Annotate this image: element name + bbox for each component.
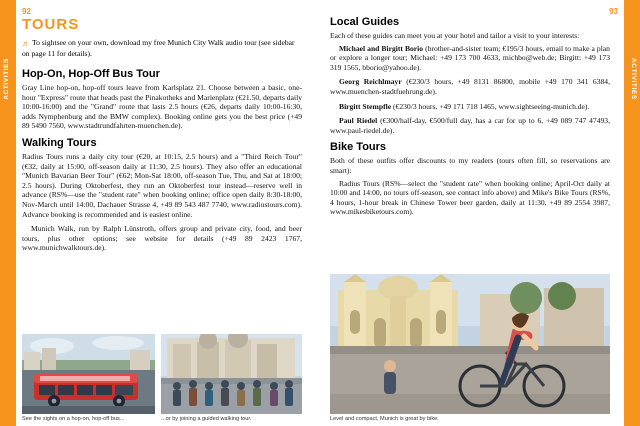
guide-details-borio: (brother-and-sister team; €195/3 hours, email to make a plan or explore a longer tour; Michael: +49 173 700 4633, michbo@web.de; Birgitt: +49 173 319 1565, bborio@yahoo.de).: [330, 43, 610, 72]
heading-local-guides: Local Guides: [330, 16, 400, 28]
heading-bike-tours: Bike Tours: [330, 141, 387, 154]
guide-name-borio: Michael and Birgitt Borio: [339, 43, 424, 53]
guide-name-reichlmayr: Georg Reichlmayr: [339, 77, 402, 87]
guide-name-riedel: Paul Riedel: [339, 116, 378, 126]
guide-entry-reichlmayr: [330, 77, 610, 96]
paragraph-bike-operators: [330, 179, 610, 217]
paragraph-gray-line: Gray Line hop-on, hop-off tours leave from Karlsplatz 21. Choose between a basic, one-hour "Express" route that heads past the Pinakotheks and Marienplatz (€21.50, departs daily 10:00-16:00) and the "Grand" route that lasts 2.5 hours (€26, departs daily 10:00-16:30, adds Nymphenburg and the BMW complex). Booking online gets you the best price (+49 89 5490 7560, www.stadtrundfahrten-muenchen.de).: [22, 83, 302, 131]
paragraph-munich-walk: Munich Walk, run by Ralph Lünstroth, offers group and private city, food, and beer tours, plus other options; see website for details (+49 89 2423 1767, www.munichwalktours.de).: [22, 224, 302, 253]
photo-hop-on-hop-off-bus: [22, 334, 155, 414]
caption-walk-photo: ...or by joining a guided walking tour.: [161, 416, 252, 422]
guide-details-reichlmayr: (€230/3 hours, +49 8131 86800, mobile +49 170 341 6384, www.muenchen-stadtfuehrung.de).: [330, 77, 610, 96]
photo-bike-illustration: [330, 274, 610, 414]
audio-tour-note: [22, 38, 302, 59]
guide-entry-borio: [330, 44, 610, 73]
caption-bus-photo: See the sights on a hop-on, hop-off bus...: [22, 416, 125, 422]
audio-tour-note-text: To sightsee on your own, download my free Munich City Walk audio tour (see sidebar on page 11 for details).: [22, 38, 295, 58]
heading-hop-on-hop-off: Hop-On, Hop-Off Bus Tour: [22, 68, 160, 80]
heading-walking-tours: Walking Tours: [22, 136, 97, 149]
left-section-tab-label: ACTIVITIES: [3, 58, 10, 100]
page-number-right: 93: [609, 7, 618, 16]
bike-operator-radius: Radius Tours (RS%—select the "student rate" when booking online; April-Oct daily at 10:00 and 14:00, no tours off-season, see contact info above) and: [330, 178, 610, 198]
headphones-icon: ♬: [22, 39, 30, 48]
photo-cyclist-in-munich: [330, 274, 610, 414]
section-title-tours: TOURS: [22, 16, 80, 33]
caption-bike-photo: Level and compact, Munich is great by bike.: [330, 416, 439, 422]
guide-details-stempfle: (€230/3 hours, +49 171 718 1465, www.sightseeing-munich.de).: [393, 101, 590, 111]
guide-entry-stempfle: [330, 102, 610, 112]
paragraph-radius-tours-walking: Radius Tours runs a daily city tour (€20, at 10:15, 2.5 hours) and a "Third Reich Tour" (€32, daily at 15:00, off-season daily at 11:30, 2.5 hours). They also offer an educational "Munich Bavarian Beer Tour" (€62; Mon-Sat 18:00, off-season Tue, Thu, and Sat at 18:00; 2.5 hours). During Oktoberfest, they run an Oktoberfest tour instead—reserve well in advance (RS%—use the "student rate" when booking online; office open daily 8:30-18:00, Nov-March until 14:00, Dachauer Strasse 4, +49 89 543 487 7740, www.radiustours.com). Advance booking is recommended and is easiest online.: [22, 151, 302, 219]
page-content: [22, 16, 618, 422]
page-number-left: 92: [22, 7, 31, 16]
guide-name-stempfle: Birgitt Stempfle: [339, 101, 392, 111]
bike-operator-mikes: Mike's Bike Tours (RS%, 4 hours, 1-hour break in Chinese Tower beer garden, daily at 11:30, +49 89 2554 3987, www.mikesbiketours.com).: [330, 188, 610, 217]
photo-walk-illustration: [161, 334, 302, 414]
right-column: [330, 16, 610, 222]
right-section-tab-label: ACTIVITIES: [630, 58, 637, 100]
left-column: [22, 16, 302, 258]
guide-entry-riedel: [330, 116, 610, 135]
paragraph-local-guides-intro: Each of these guides can meet you at your hotel and tailor a visit to your interests:: [330, 31, 580, 40]
photo-guided-walking-tour: [161, 334, 302, 414]
paragraph-bike-intro: Both of these outfits offer discounts to my readers (tours often fill, so reservations are smart):: [330, 156, 610, 175]
guide-details-riedel: (€300/half-day, €500/full day, has a car for up to 6, +49 089 747 47493, www.paul-riedel.de).: [330, 116, 611, 135]
photo-bus-illustration: [22, 334, 155, 414]
